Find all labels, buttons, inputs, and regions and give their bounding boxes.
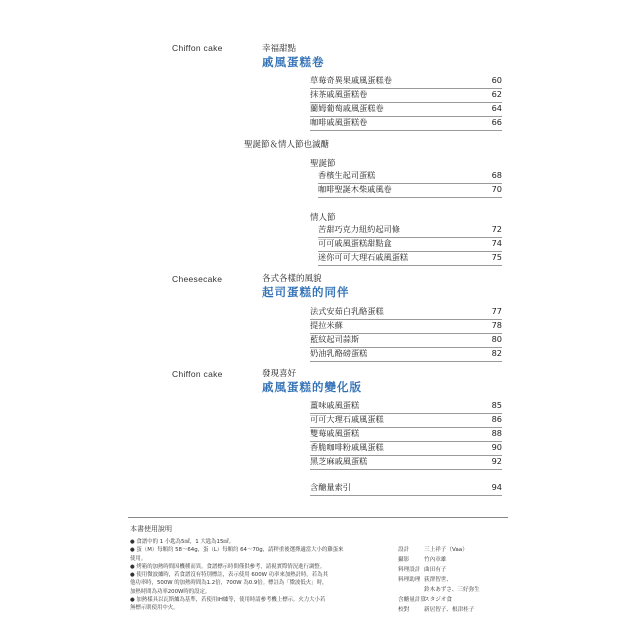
toc-entry: [310, 102, 502, 117]
toc-entry: [318, 183, 502, 198]
toc-entry-label: 蘭姆葡萄戚風蛋糕卷: [310, 103, 384, 113]
toc-entry: [310, 333, 502, 348]
section-3-title: 起司蛋糕的同伴: [262, 285, 350, 299]
usage-note-line: 他功率時，500W 的加熱時間為1.2倍，700W 為0.9倍。標註為「微波低火」時，: [130, 580, 328, 587]
usage-note-line: ● 蛋（M）每顆約 58～64g，蛋（L）每顆約 64～70g，請秤重後選擇適當大小的雞蛋來: [130, 547, 344, 554]
section-1-english-label: Chiffon cake: [172, 43, 223, 53]
credit-role: 設計: [398, 547, 410, 553]
toc-entry-label: 含醣量索引: [310, 482, 351, 492]
toc-entry-page: 94: [491, 482, 502, 492]
toc-entry-page: 75: [491, 252, 502, 262]
toc-entry-page: 78: [491, 320, 502, 330]
toc-entry: [310, 88, 502, 103]
toc-entry-page: 66: [491, 117, 502, 127]
toc-entry-label: 咖啡戚風蛋糕卷: [310, 117, 368, 127]
toc-entry: [310, 305, 502, 320]
credit-name: スタジオ食: [424, 597, 452, 603]
toc-entry-page: 70: [491, 184, 502, 194]
usage-notes-title: 本書使用說明: [130, 525, 172, 533]
toc-entry-page: 92: [491, 456, 502, 466]
toc-entry-page: 77: [491, 306, 502, 316]
credit-role: 攝影: [398, 557, 410, 563]
section-4-subtitle: 發現喜好: [262, 369, 297, 379]
toc-entry-label: 提拉米蘇: [310, 320, 343, 330]
usage-note-line: ● 食譜中的 1 小匙為5㎖，1 大匙為15㎖。: [130, 539, 235, 545]
toc-entry: [310, 427, 502, 442]
toc-entry-page: 74: [491, 238, 502, 248]
toc-entry-label: 咖啡聖誕木柴戚風卷: [318, 184, 392, 194]
usage-note-line: ● 使用微波爐時，若食譜沒有特別標註，表示使用 600W 功率來加熱計時。若為其: [130, 572, 328, 579]
credit-name: 鈴木あずさ、三好弥生: [424, 587, 480, 593]
usage-notes: [130, 538, 344, 613]
credit-role: 料理助理: [398, 577, 421, 583]
toc-entry-page: 90: [491, 442, 502, 452]
toc-entry: [310, 319, 502, 334]
credit-role: 料理設計: [398, 567, 421, 573]
toc-entry: [318, 223, 502, 238]
toc-entry: [310, 74, 502, 89]
section-3-english-label: Cheesecake: [172, 274, 223, 284]
usage-note-line: 加熱時間為功率200W時的設定。: [130, 588, 211, 595]
toc-entry-page: 64: [491, 103, 502, 113]
toc-entry-label: 黑芝麻戚風蛋糕: [310, 456, 368, 466]
toc-entry: [310, 347, 502, 362]
section-1-title: 戚風蛋糕卷: [262, 55, 325, 69]
toc-entry-page: 80: [491, 334, 502, 344]
toc-entry-label: 法式安茹白乳酪蛋糕: [310, 306, 384, 316]
toc-entry-label: 藍紋起司蒜斯: [310, 334, 360, 344]
section-4-title: 戚風蛋糕的變化版: [262, 380, 362, 394]
toc-entry-page: 86: [491, 414, 502, 424]
credit-role: 含醣量計算: [398, 597, 426, 603]
toc-entry: [318, 237, 502, 252]
toc-entry-label: 苦甜巧克力紐約起司條: [318, 224, 400, 234]
toc-entry-page: 60: [491, 75, 502, 85]
credit-name: 新居智子、根津桂子: [424, 607, 475, 613]
toc-entry-page: 88: [491, 428, 502, 438]
section-1-subtitle: 幸福甜點: [262, 44, 297, 54]
usage-note-line: ● 加熱樣具以瓦斯爐為基準，若使用IH爐等，使用時請參考機上標示。火力大小若: [130, 597, 326, 604]
toc-entry-label: 香檳生起司蛋糕: [318, 170, 376, 180]
toc-entry-page: 72: [491, 224, 502, 234]
section-2-subtitle: 聖誕節＆情人節也滅醣: [244, 140, 330, 150]
credit-name: 荻澤智世、: [424, 577, 452, 583]
toc-entry: [310, 455, 502, 470]
toc-entry: [310, 413, 502, 428]
toc-entry-sugar-index: [310, 481, 502, 496]
toc-entry-label: 可可戚風蛋糕甜點盒: [318, 238, 392, 248]
toc-entry: [318, 251, 502, 266]
credit-role: 校對: [398, 607, 410, 613]
toc-entry: [318, 169, 502, 184]
toc-entry-label: 抹茶戚風蛋糕卷: [310, 89, 368, 99]
toc-entry: [310, 441, 502, 456]
toc-entry-label: 薑味戚風蛋糕: [310, 400, 360, 410]
toc-entry-label: 可可大理石戚風蛋糕: [310, 414, 384, 424]
section-4-english-label: Chiffon cake: [172, 369, 223, 379]
toc-entry-label: 草莓奇異果戚風蛋糕卷: [310, 75, 392, 85]
group-heading-valentine: 情人節: [310, 213, 336, 223]
usage-note-line: 使用。: [130, 555, 147, 562]
footer-divider: [128, 517, 508, 518]
toc-entry-label: 迷你可可大理石戚風蛋糕: [318, 252, 409, 262]
section-3-subtitle: 各式各樣的風貌: [262, 274, 322, 284]
toc-entry-page: 85: [491, 400, 502, 410]
toc-entry: [310, 116, 502, 131]
toc-entry: [310, 399, 502, 414]
usage-note-line: ● 烤箱的加熱時間因機種而異。食譜標示時間僅供參考，請視實際情況進行調整。: [130, 563, 326, 570]
toc-entry-label: 雙莓戚風蛋糕: [310, 428, 360, 438]
credit-name: 三上祥子（Vaa）: [424, 547, 468, 553]
toc-entry-label: 奶油乳酪磅蛋糕: [310, 348, 368, 358]
group-heading-christmas: 聖誕節: [310, 159, 336, 169]
credit-name: 曲田有子: [424, 567, 447, 573]
toc-entry-label: 香脆咖啡粉戚風蛋糕: [310, 442, 384, 452]
toc-entry-page: 82: [491, 348, 502, 358]
toc-entry-page: 62: [491, 89, 502, 99]
toc-entry-page: 68: [491, 170, 502, 180]
credit-name: 竹內章雄: [424, 557, 447, 563]
usage-note-line: 無標示則使用中火。: [130, 605, 179, 612]
